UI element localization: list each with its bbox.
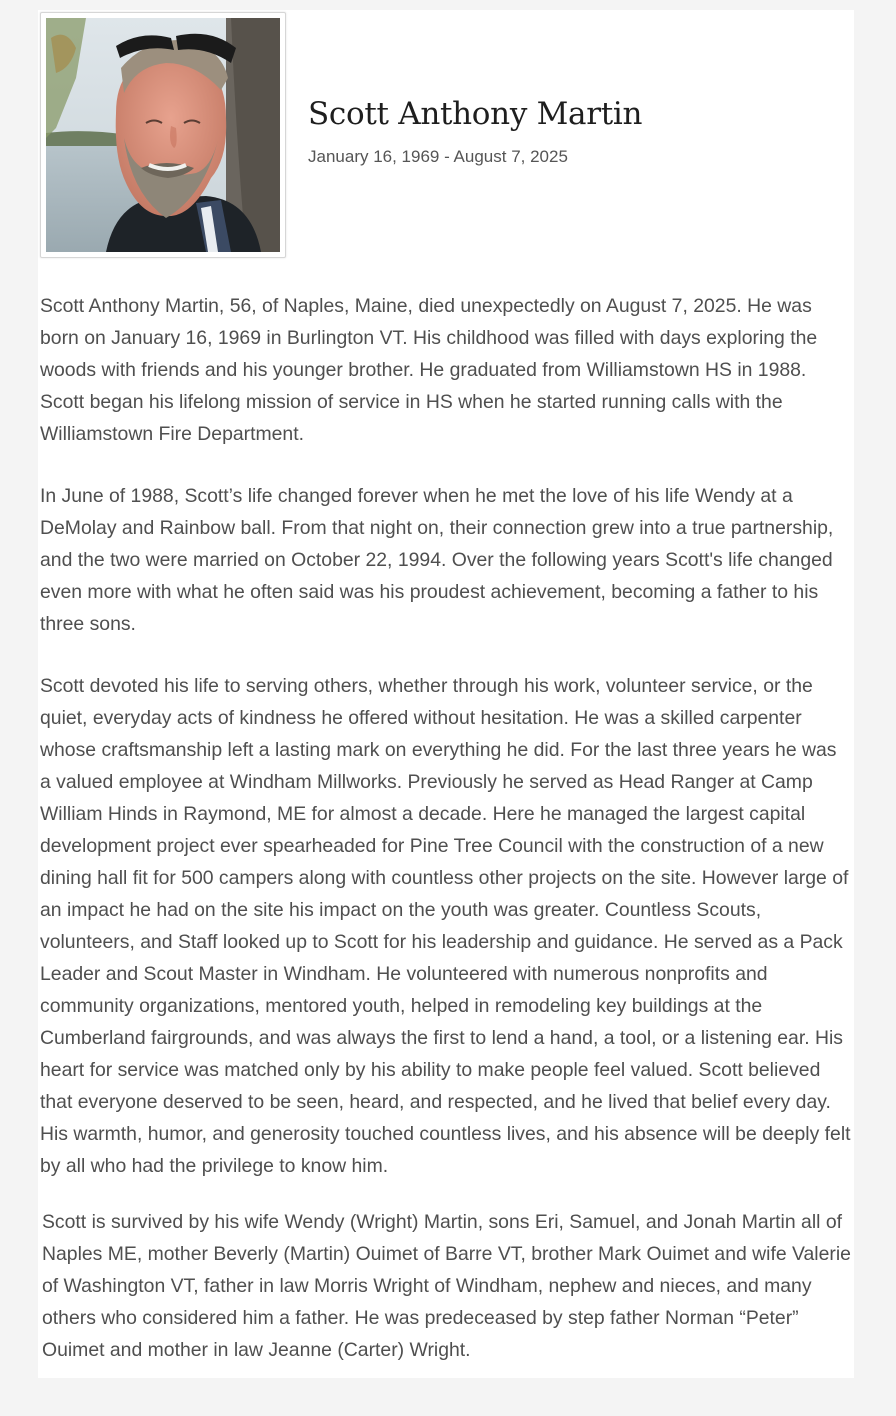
obituary-paragraph-3: Scott devoted his life to serving others, whether through his work, volunteer service, or the quiet, everyday acts of kindness he offered without hesitation. He was a skilled carpenter whose craftsmanship left a lasting mark on everything he did. For the last three years he was a valued employee at Windham Millworks. Previously he served as Head Ranger at Camp William Hinds in Raymond, ME for almost a decade. Here he managed the largest capital development project ever spearheaded for Pine Tree Council with the construction of a new dining hall fit for 500 campers along with countless other projects on the site. However large of an impact he had on the site his impact on the youth was greater. Countless Scouts, volunteers, and Staff looked up to Scott for his leadership and guidance. He served as a Pack Leader and Scout Master in Windham. He volunteered with numerous nonprofits and community organizations, mentored youth, helped in remodeling key buildings at the Cumberland fairgrounds, and was always the first to lend a hand, a tool, or a listening ear. His heart for service was matched only by his ability to make people feel valued. Scott believed that everyone deserved to be seen, heard, and respected, and he lived that belief every day. His warmth, humor, and generosity touched countless lives, and his absence will be deeply felt by all who had the privilege to know him. xyxy=(40,675,851,1177)
deceased-name: Scott Anthony Martin xyxy=(308,96,643,132)
portrait-photo-icon xyxy=(46,18,280,252)
portrait-frame xyxy=(40,12,286,258)
obituary-survivors-paragraph: Scott is survived by his wife Wendy (Wright) Martin, sons Eri, Samuel, and Jonah Martin all of Naples ME, mother Beverly (Martin) Ouimet of Barre VT, brother Mark Ouimet and wife Valerie of Washington VT, father in law Morris Wright of Windham, nephew and nieces, and many others who considered him a father. He was predeceased by step father Norman “Peter” Ouimet and mother in law Jeanne (Carter) Wright. xyxy=(42,1211,851,1361)
life-dates: January 16, 1969 - August 7, 2025 xyxy=(308,147,568,166)
obituary-paragraph-2: In June of 1988, Scott’s life changed forever when he met the love of his life Wendy at a DeMolay and Rainbow ball. From that night on, their connection grew into a true partnership, and the two were married on October 22, 1994. Over the following years Scott's life changed even more with what he often said was his proudest achievement, becoming a father to his three sons. xyxy=(40,485,834,635)
obituary-header xyxy=(38,10,854,270)
portrait-photo xyxy=(46,18,280,252)
obituary-paragraph-1: Scott Anthony Martin, 56, of Naples, Maine, died unexpectedly on August 7, 2025. He was born on January 16, 1969 in Burlington VT. His childhood was filled with days exploring the woods with friends and his younger brother. He graduated from Williamstown HS in 1988. Scott began his lifelong mission of service in HS when he started running calls with the Williamstown Fire Department. xyxy=(40,295,818,445)
obituary-card xyxy=(38,10,854,1378)
obituary-text xyxy=(40,290,852,1366)
